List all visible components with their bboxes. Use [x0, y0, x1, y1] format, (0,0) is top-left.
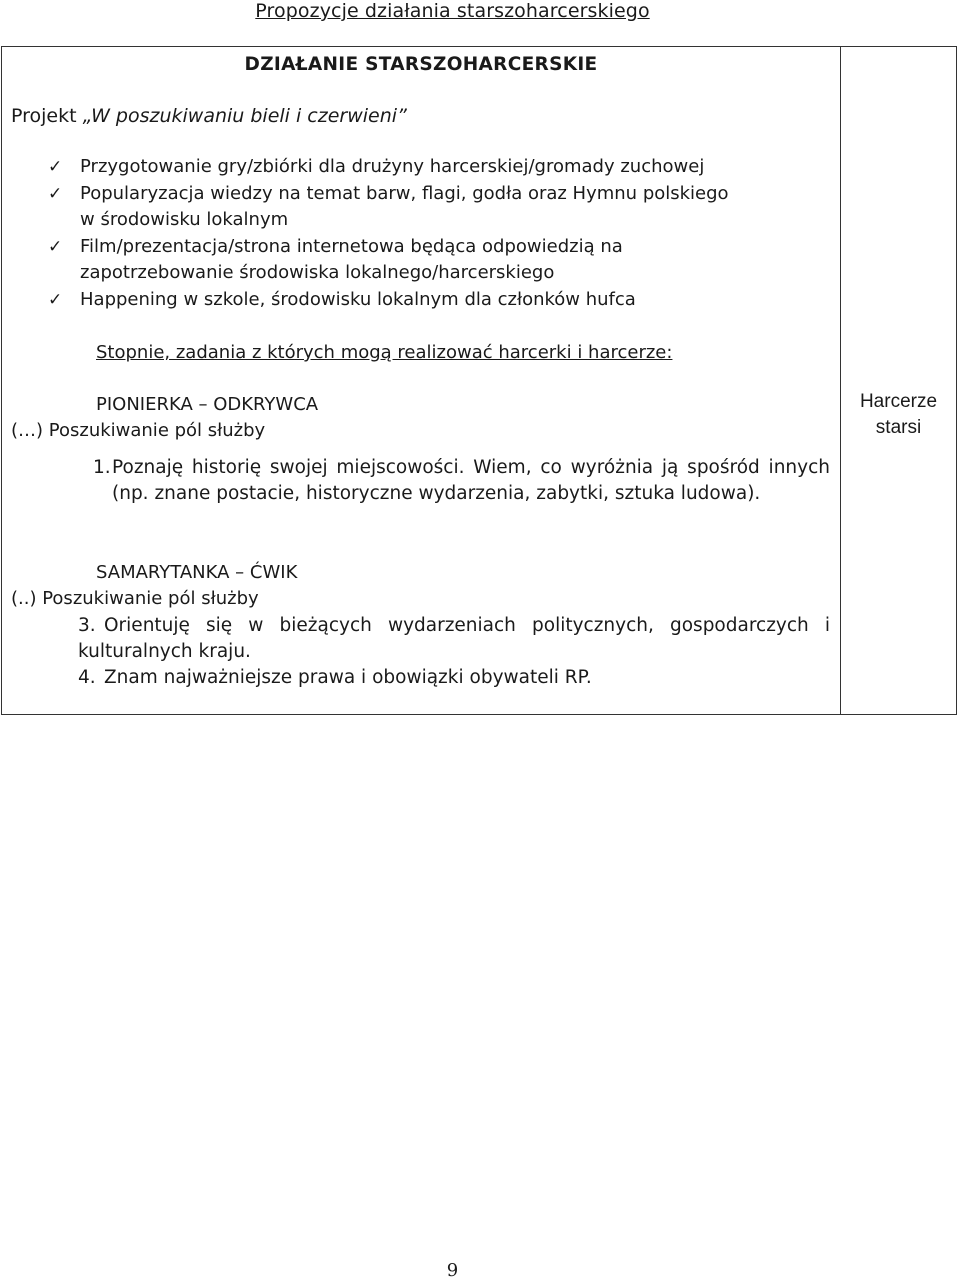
degrees-heading: Stopnie, zadania z których mogą realizować harcerki i harcerze: [96, 342, 673, 363]
project-prefix: Projekt [11, 105, 83, 127]
degree-area-pionierka: (…) Poszukiwanie pól służby [11, 420, 266, 441]
checklist-item-text: Przygotowanie gry/zbiórki dla drużyny harcerskiej/gromady zuchowej [80, 156, 705, 177]
table-side-cell [841, 47, 956, 714]
checklist-item [48, 154, 729, 181]
checklist-item-text: Film/prezentacja/strona internetowa będąca odpowiedzią na [80, 235, 623, 257]
activity-table [1, 46, 957, 715]
audience-label-line2: starsi [875, 417, 922, 438]
page-header-title: Propozycje działania starszoharcerskiego [255, 0, 650, 22]
task-number: 3. [78, 615, 96, 636]
task-text: Orientuję się w bieżących wydarzeniach politycznych, gospodarczych i kulturalnych kraju. [78, 615, 830, 662]
checklist-item [48, 234, 729, 287]
checkmark-icon: ✓ [48, 183, 63, 204]
checkmark-icon: ✓ [48, 289, 63, 310]
audience-label-line1: Harcerze [859, 391, 938, 412]
task-number: 1. [93, 457, 111, 478]
task-text: Znam najważniejsze prawa i obowiązki obywateli RP. [104, 667, 592, 688]
degree-area-samarytanka: (..) Poszukiwanie pól służby [11, 588, 259, 609]
task-number: 4. [78, 667, 96, 688]
checklist-item-text: Happening w szkole, środowisku lokalnym dla członków hufca [80, 288, 636, 310]
checklist-item-text-cont: zapotrzebowanie środowiska lokalnego/harcerskiego [80, 262, 555, 283]
table-main-cell [2, 47, 841, 714]
checklist-item [48, 287, 729, 314]
page-number: 9 [446, 1260, 459, 1281]
degree-name-pionierka: PIONIERKA – ODKRYWCA [96, 394, 319, 415]
checklist-item-text: Popularyzacja wiedzy na temat barw, flagi, godła oraz Hymnu polskiego [80, 182, 729, 204]
task-text: Poznaję historię swojej miejscowości. Wiem, co wyróżnia ją spośród innych (np. znane postacie, historyczne wydarzenia, zabytki, sztuka ludowa). [112, 457, 830, 504]
audience-label [841, 389, 956, 441]
degree-name-samarytanka: SAMARYTANKA – ĆWIK [96, 562, 298, 583]
checklist-item-text-cont: w środowisku lokalnym [80, 209, 289, 230]
checkmark-icon: ✓ [48, 236, 63, 257]
section-title: DZIAŁANIE STARSZOHARCERSKIE [244, 54, 598, 75]
checklist [48, 154, 729, 313]
project-title [11, 103, 407, 129]
project-name: „W poszukiwaniu bieli i czerwieni” [82, 105, 407, 127]
checkmark-icon: ✓ [48, 157, 63, 177]
checklist-item [48, 181, 729, 234]
